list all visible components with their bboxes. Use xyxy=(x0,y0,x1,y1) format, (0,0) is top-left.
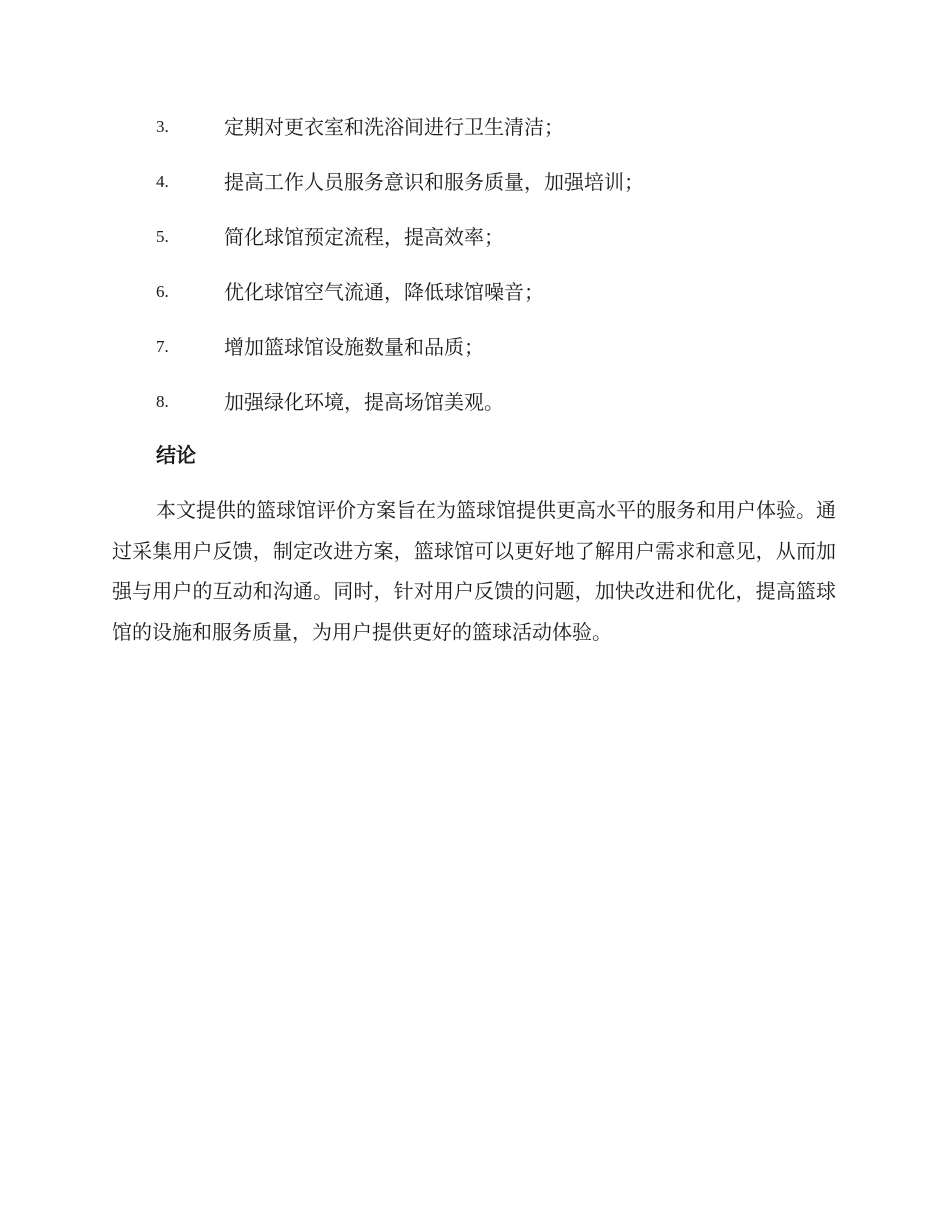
list-item-number: 3. xyxy=(156,117,169,136)
list-item-number: 7. xyxy=(156,337,169,356)
list-item-number: 8. xyxy=(156,392,169,411)
list-item xyxy=(0,107,950,162)
list-item xyxy=(0,217,950,272)
conclusion-paragraph: 本文提供的篮球馆评价方案旨在为篮球馆提供更高水平的服务和用户体验。通过采集用户反馈，制定改进方案，篮球馆可以更好地了解用户需求和意见，从而加强与用户的互动和沟通。同时，针对用户反馈的问题，加快改进和优化，提高篮球馆的设施和服务质量，为用户提供更好的篮球活动体验。 xyxy=(112,498,836,644)
list-item-number: 4. xyxy=(156,172,169,191)
list-item-text: 定期对更衣室和洗浴间进行卫生清洁； xyxy=(224,115,564,139)
list-item xyxy=(0,162,950,217)
improvement-list xyxy=(0,107,950,437)
list-item-text: 优化球馆空气流通，降低球馆噪音； xyxy=(224,280,544,304)
list-item xyxy=(0,382,950,437)
list-item-text: 增加篮球馆设施数量和品质； xyxy=(224,335,484,359)
list-item-number: 5. xyxy=(156,227,169,246)
list-item-text: 简化球馆预定流程，提高效率； xyxy=(224,225,504,249)
list-item-text: 提高工作人员服务意识和服务质量，加强培训； xyxy=(224,170,644,194)
conclusion-heading: 结论 xyxy=(156,443,196,467)
list-item-number: 6. xyxy=(156,282,169,301)
list-item-text: 加强绿化环境，提高场馆美观。 xyxy=(224,390,504,414)
list-item xyxy=(0,327,950,382)
list-item xyxy=(0,272,950,327)
